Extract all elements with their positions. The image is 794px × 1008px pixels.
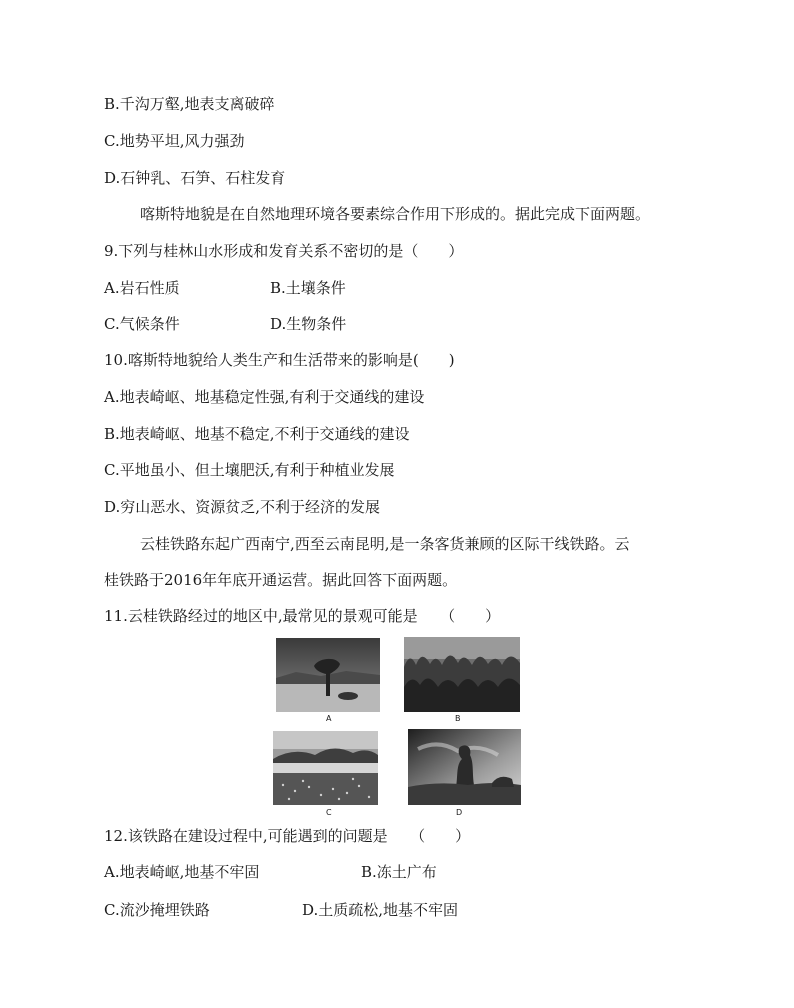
option-12c: C.流沙掩埋铁路 [104, 901, 210, 919]
option-9c: C.气候条件 [104, 315, 180, 333]
photo-a [276, 638, 380, 712]
photo-b [404, 637, 520, 712]
intro-railway-line2: 桂铁路于2016年年底开通运营。据此回答下面两题。 [104, 571, 458, 589]
question-10: 10.喀斯特地貌给人类生产和生活带来的影响是( ) [104, 351, 455, 369]
option-10c: C.平地虽小、但土壤肥沃,有利于种植业发展 [104, 461, 395, 479]
option-9a: A.岩石性质 [104, 279, 180, 297]
photo-d-label: D [456, 808, 463, 817]
option-9b: B.土壤条件 [270, 279, 346, 297]
option-10d: D.穷山恶水、资源贫乏,不利于经济的发展 [104, 498, 381, 516]
option-9d: D.生物条件 [270, 315, 347, 333]
question-12: 12.该铁路在建设过程中,可能遇到的问题是 （ ） [104, 827, 471, 845]
intro-karst: 喀斯特地貌是在自然地理环境各要素综合作用下形成的。据此完成下面两题。 [140, 205, 651, 223]
photo-c [273, 731, 378, 805]
option-d-prev: D.石钟乳、石笋、石柱发育 [104, 169, 286, 187]
photo-b-label: B [455, 714, 461, 723]
option-b-prev: B.千沟万壑,地表支离破碎 [104, 95, 275, 113]
option-12a: A.地表崎岖,地基不牢固 [104, 863, 260, 881]
intro-railway-line1: 云桂铁路东起广西南宁,西至云南昆明,是一条客货兼顾的区际干线铁路。云 [140, 535, 630, 553]
photo-d [408, 729, 521, 805]
question-9: 9.下列与桂林山水形成和发育关系不密切的是（ ） [104, 242, 464, 260]
option-12b: B.冻土广布 [361, 863, 437, 881]
option-12d: D.土质疏松,地基不牢固 [302, 901, 459, 919]
option-10a: A.地表崎岖、地基稳定性强,有利于交通线的建设 [104, 388, 425, 406]
photo-c-label: C [326, 808, 332, 817]
option-10b: B.地表崎岖、地基不稳定,不利于交通线的建设 [104, 425, 410, 443]
question-11: 11.云桂铁路经过的地区中,最常见的景观可能是 （ ） [104, 607, 501, 625]
option-c-prev: C.地势平坦,风力强劲 [104, 132, 245, 150]
photo-a-label: A [326, 714, 332, 723]
